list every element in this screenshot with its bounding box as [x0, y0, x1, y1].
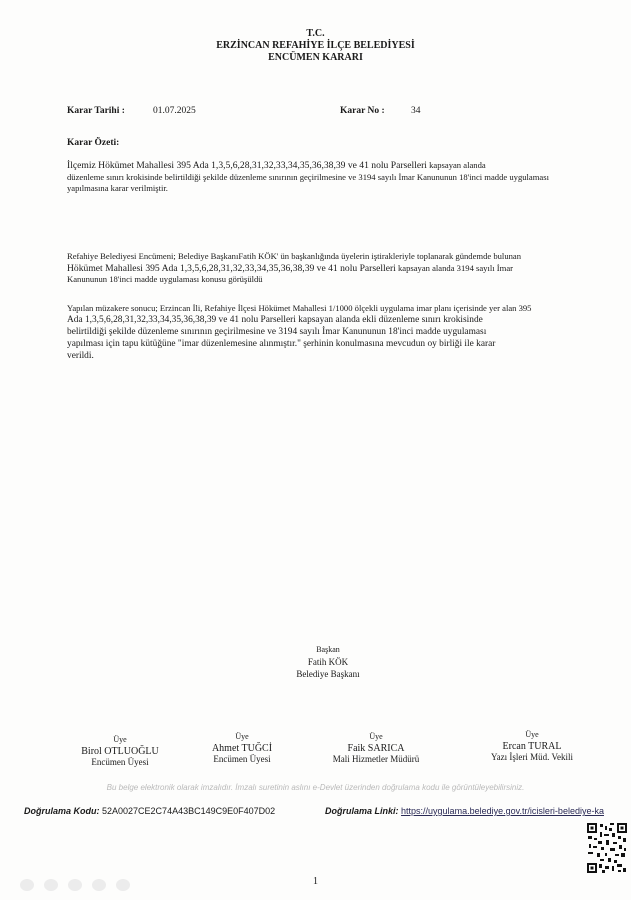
body-paragraph-2	[67, 302, 607, 362]
decision-summary	[67, 160, 607, 195]
member-signature-4	[462, 729, 602, 764]
qr-code-icon	[586, 822, 628, 874]
body2-line-2: Ada 1,3,5,6,28,31,32,33,34,35,36,38,39 ve 41 nolu Parselleri kapsayan alanda ekli düzenleme sınırı krokisinde	[67, 315, 483, 325]
header-country: T.C.	[306, 28, 325, 39]
header-doc-type: ENCÜMEN KARARI	[268, 52, 363, 63]
verification-link	[325, 806, 631, 816]
member-title: Mali Hizmetler Müdürü	[332, 754, 420, 764]
summary-line-2: düzenleme sınırı krokisinde belirtildiği şekilde düzenleme sınırının geçirilmesine ve 3194 sayılı İmar Kanununun 18'inci madde uygulaması	[67, 171, 549, 182]
decision-summary-label: Karar Özeti:	[67, 138, 120, 148]
chair-name: Fatih KÖK	[307, 657, 349, 667]
chair-title: Belediye Başkanı	[296, 669, 360, 679]
body2-line-4: yapılması için tapu kütüğüne "imar düzenlemesine alınmıştır." şerhinin konulmasına mevcudun oy birliği ile karar	[67, 339, 496, 349]
member-name: Faik SARICA	[347, 742, 405, 754]
verification-link-url[interactable]: https://uygulama.belediye.gov.tr/icisleri-belediye-ka	[401, 806, 604, 816]
member-signature-2	[172, 731, 312, 766]
header-municipality: ERZİNCAN REFAHİYE İLÇE BELEDİYESİ	[216, 40, 415, 51]
decision-date-value: 01.07.2025	[153, 106, 196, 116]
body2-line-3: belirtildiği şekilde düzenleme sınırının geçirilmesine ve 3194 sayılı İmar Kanununun 18'inci madde uygulaması	[67, 327, 487, 337]
member-role: Üye	[525, 730, 539, 739]
member-name: Ercan TURAL	[502, 740, 562, 752]
member-title: Encümen Üyesi	[91, 757, 149, 767]
e-signature-notice: Bu belge elektronik olarak imzalıdır. İmzalı suretinin aslını e-Devlet üzerinden doğrulama kodu ile görüntüleyebilirsiniz.	[106, 783, 525, 792]
body1-line-2: Hökümet Mahallesi 395 Ada 1,3,5,6,28,31,32,33,34,35,36,38,39 ve 41 nolu Parselleri kapsayan alanda 3194 sayılı İmar	[67, 262, 513, 274]
member-role: Üye	[369, 732, 383, 741]
member-name: Ahmet TUĞCİ	[211, 742, 273, 754]
page-number: 1	[313, 876, 318, 887]
chair-role: Başkan	[316, 645, 340, 654]
summary-line-1: İlçemiz Hökümet Mahallesi 395 Ada 1,3,5,6,28,31,32,33,34,35,36,38,39 ve 41 nolu Parselleri kapsayan alanda	[67, 160, 486, 171]
summary-line-3: yapılmasına karar verilmiştir.	[67, 183, 168, 193]
body1-line-3: Kanununun 18'inci madde uygulaması konusu görüşüldü	[67, 274, 263, 284]
member-name: Birol OTLUOĞLU	[81, 745, 159, 757]
verification-code	[24, 806, 275, 816]
member-title: Yazı İşleri Müd. Vekili	[491, 752, 573, 762]
decision-no-value: 34	[411, 106, 421, 116]
member-signature-3	[306, 731, 446, 766]
verification-code-value[interactable]: 52A0027CE2C74A43BC149C9E0F407D02	[102, 806, 276, 816]
member-signature-1	[50, 734, 190, 769]
verification-code-label: Doğrulama Kodu:	[24, 806, 100, 816]
verification-link-label: Doğrulama Linki:	[325, 806, 399, 816]
decision-no-label: Karar No :	[340, 106, 385, 116]
body1-line-1: Refahiye Belediyesi Encümeni; Belediye BaşkanıFatih KÖK' ün başkanlığında üyelerin iştirakleriyle toplanarak gündemde bulunan	[67, 251, 522, 261]
body-paragraph-1	[67, 251, 607, 286]
decision-date-label: Karar Tarihi :	[67, 106, 125, 116]
body2-line-1: Yapılan müzakere sonucu; Erzincan İli, Refahiye İlçesi Hökümet Mahallesi 1/1000 ölçekli uygulama imar planı içerisinde yer alan 395	[67, 303, 532, 313]
member-role: Üye	[235, 732, 249, 741]
member-title: Encümen Üyesi	[213, 754, 271, 764]
member-role: Üye	[113, 735, 127, 744]
body2-line-5: verildi.	[67, 351, 94, 361]
chair-signature	[258, 644, 398, 680]
